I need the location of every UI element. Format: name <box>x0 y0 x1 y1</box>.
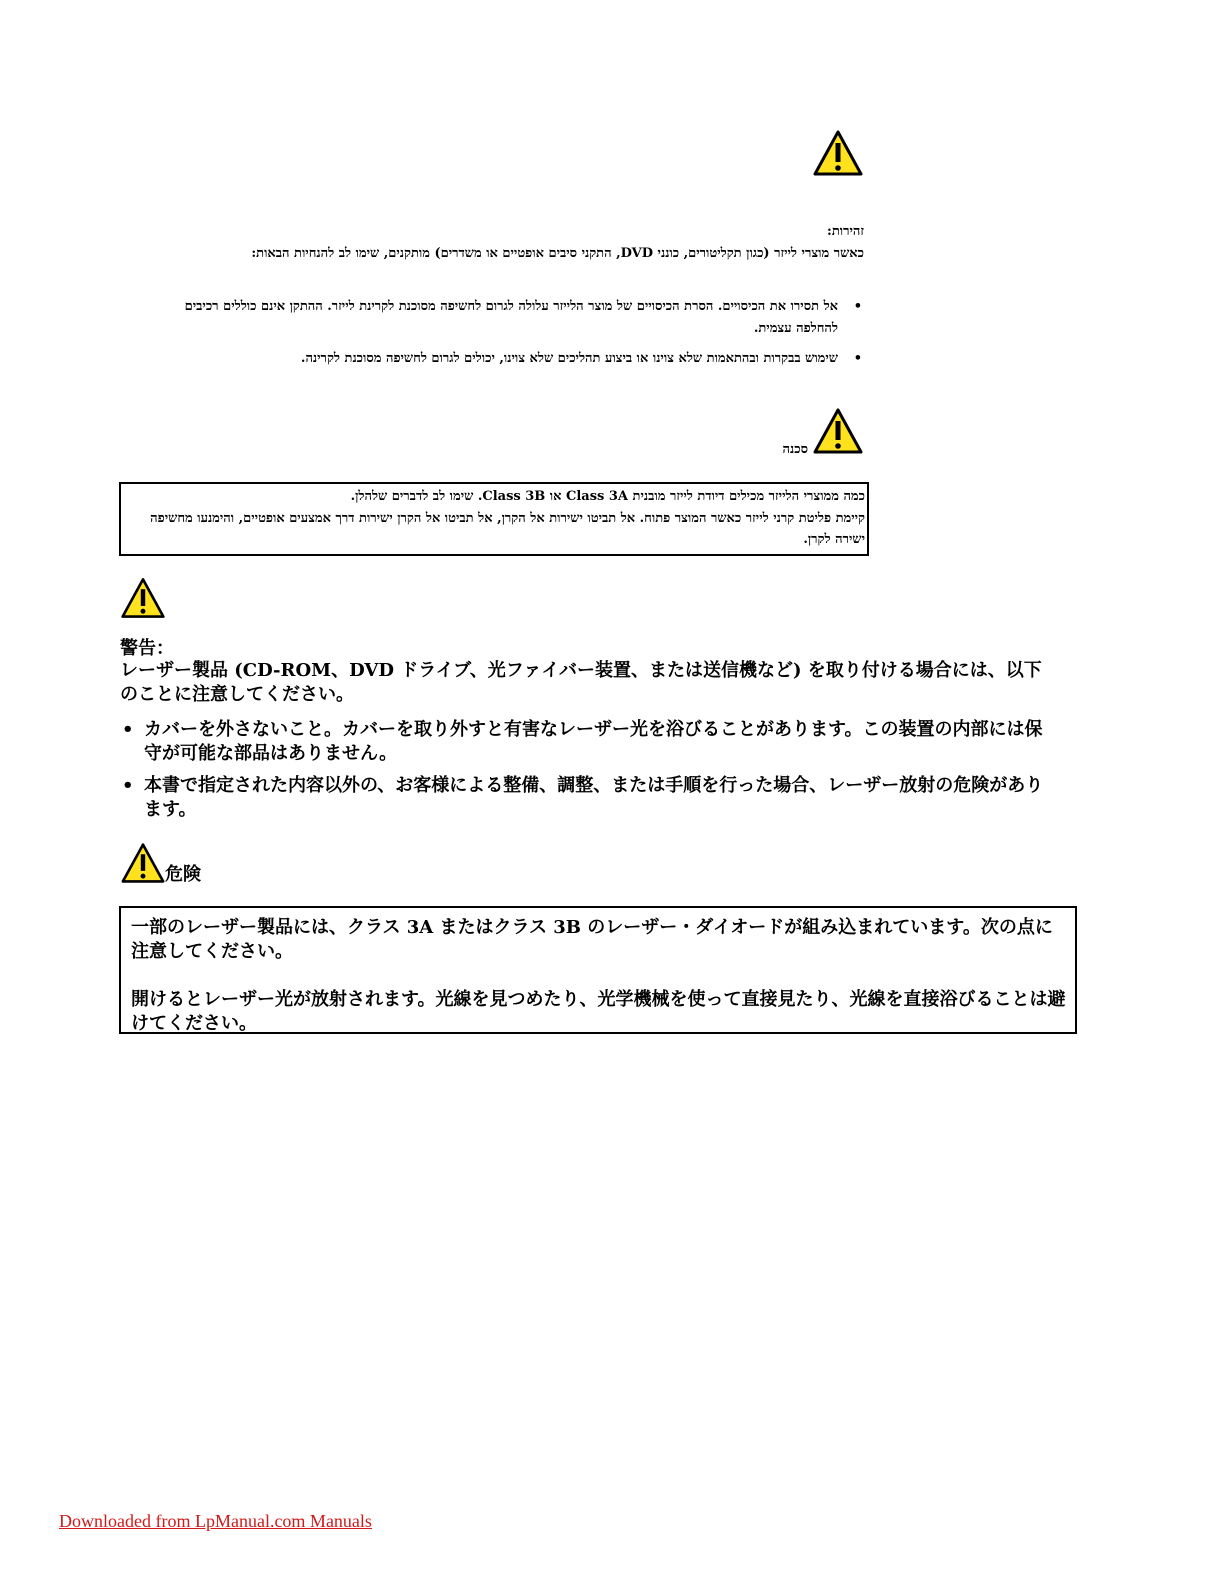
footer-download-link[interactable]: Downloaded from LpManual.com Manuals <box>59 1511 372 1531</box>
list-item: • カバーを外さないこと。カバーを取り外すと有害なレーザー光を浴びることがあります。この装置の内部には保守が可能な部品はありません。 <box>122 719 1043 764</box>
warning-triangle-icon <box>812 129 864 177</box>
japanese-danger-paragraph: 開けるとレーザー光が放射されます。光線を見つめたり、光学機械を使って直接見たり、光線を直接浴びることは避けてください。 <box>131 989 1066 1034</box>
warning-triangle-icon <box>120 576 166 620</box>
hebrew-caution-title: זהירות: <box>827 224 864 239</box>
hebrew-danger-line: קיימת פליטת קרני לייזר כאשר המוצר פתוח. אל תביטו ישירות אל הקרן, אל תביטו אל הקרן ישירות דרך אמצעים אופטיים, והימנעו מחשיפה ישירה לקרן. <box>150 510 865 547</box>
japanese-caution-title: 警告： <box>120 638 174 659</box>
japanese-caution-list <box>120 718 1050 830</box>
japanese-danger-box <box>119 906 1077 1034</box>
hebrew-danger-label: סכנה <box>782 442 808 457</box>
japanese-danger-label: 危険 <box>165 864 201 885</box>
bullet: • <box>122 775 134 796</box>
bullet: • <box>853 299 862 314</box>
hebrew-caution-list <box>150 296 864 378</box>
list-item: • 本書で指定された内容以外の、お客様による整備、調整、または手順を行った場合、レーザー放射の危険があります。 <box>122 775 1044 820</box>
japanese-danger-paragraph: 一部のレーザー製品には、クラス 3A またはクラス 3B のレーザー・ダイオードが組み込まれています。次の点に注意してください。 <box>131 917 1053 962</box>
hebrew-caution-intro: כאשר מוצרי לייזר (כגון תקליטורים, כונני DVD, התקני סיבים אופטיים או משדרים) מותקנים, שימו לב להנחיות הבאות: <box>251 246 864 261</box>
list-item: • שימוש בבקרות ובהתאמות שלא צוינו או ביצוע תהליכים שלא צוינו, יכולים לגרום לחשיפה מסוכנת לקרינה. <box>150 348 864 370</box>
japanese-caution-intro: レーザー製品 (CD-ROM、DVD ドライブ、光ファイバー装置、または送信機など) を取り付ける場合には、以下のことに注意してください。 <box>120 660 1042 705</box>
hebrew-danger-box <box>119 482 869 556</box>
danger-triangle-icon <box>120 842 166 884</box>
list-item: • אל תסירו את הכיסויים. הסרת הכיסויים של מוצר הלייזר עלולה לגרום לחשיפה מסוכנת לקרינת לייזר. ההתקן אינם כוללים רכיבים להחלפה עצמית. <box>150 296 864 340</box>
hebrew-danger-line: כמה ממוצרי הלייזר מכילים דיודת לייזר מובנית Class 3A או Class 3B. שימו לב לדברים שלהלן. <box>350 489 865 504</box>
bullet: • <box>853 351 862 366</box>
bullet: • <box>122 719 134 740</box>
danger-triangle-icon <box>812 407 864 455</box>
